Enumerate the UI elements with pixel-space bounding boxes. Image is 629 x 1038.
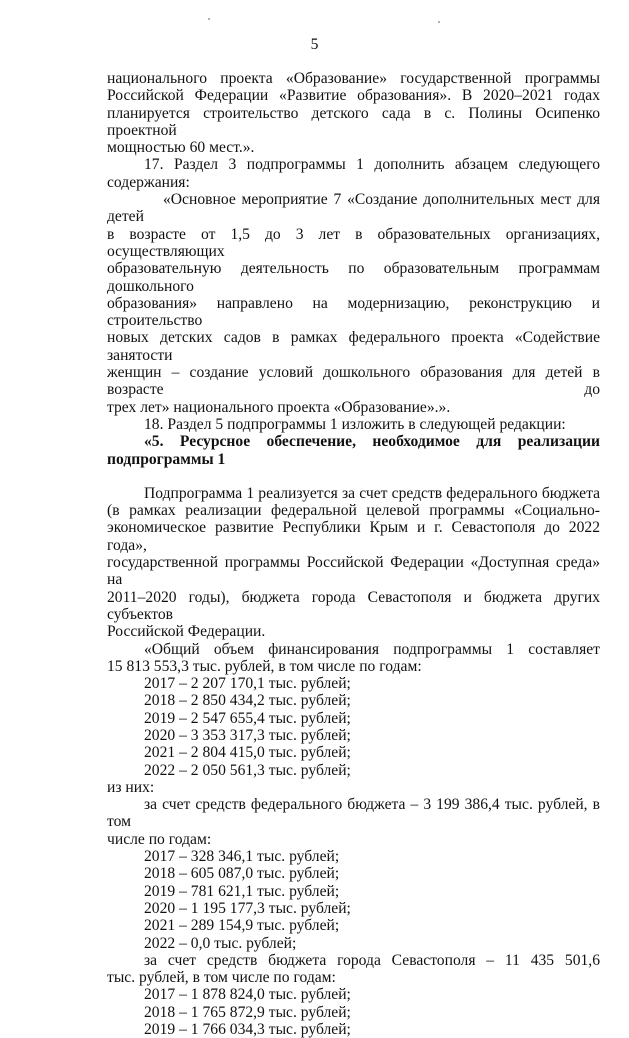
text-line: за счет средств бюджета города Севастополя – 11 435 501,6 xyxy=(144,951,600,969)
funding-year-line: 2021 – 289 154,9 тыс. рублей; xyxy=(144,917,340,935)
funding-year-line: 2022 – 0,0 тыс. рублей; xyxy=(144,934,297,952)
scan-speck xyxy=(208,18,210,20)
section-heading: «5. Ресурсное обеспечение, необходимое для реализации xyxy=(144,433,600,451)
text-line: числе по годам: xyxy=(107,830,212,848)
text-line: женщин – создание условий дошкольного образования для детей в возрасте до xyxy=(107,364,600,399)
funding-year-line: 2017 – 328 346,1 тыс. рублей; xyxy=(144,848,340,866)
funding-year-line: 2018 – 2 850 434,2 тыс. рублей; xyxy=(144,692,351,710)
section-heading: подпрограммы 1 xyxy=(107,450,226,468)
text-line: 17. Раздел 3 подпрограммы 1 дополнить абзацем следующего xyxy=(144,156,600,174)
text-line: «Основное мероприятие 7 «Создание дополнительных мест для детей xyxy=(107,191,600,226)
text-line: трех лет» национального проекта «Образование».». xyxy=(107,398,451,416)
text-line: экономическое развитие Республики Крым и г. Севастополя до 2022 года», xyxy=(107,519,600,554)
text-line: 2011–2020 годы), бюджета города Севастополя и бюджета других субъектов xyxy=(107,588,600,623)
text-line: (в рамках реализации федеральной целевой программы «Социально- xyxy=(107,502,600,520)
text-line: Российской Федерации «Развитие образования». В 2020–2021 годах xyxy=(107,87,600,105)
funding-year-line: 2019 – 1 766 034,3 тыс. рублей; xyxy=(144,1021,351,1038)
document-body xyxy=(107,70,600,1038)
blank-line xyxy=(107,468,600,485)
text-line: за счет средств федерального бюджета – 3 199 386,4 тыс. рублей, в том xyxy=(107,796,600,831)
funding-year-line: 2018 – 1 765 872,9 тыс. рублей; xyxy=(144,1003,351,1021)
text-line: национального проекта «Образование» государственной программы xyxy=(107,70,600,87)
scan-speck xyxy=(438,21,440,23)
text-line: Подпрограмма 1 реализуется за счет средств федерального бюджета xyxy=(144,484,600,502)
text-line: Российской Федерации. xyxy=(107,623,266,641)
page-number: 5 xyxy=(310,36,319,53)
funding-year-line: 2022 – 2 050 561,3 тыс. рублей; xyxy=(144,761,351,779)
funding-year-line: 2017 – 1 878 824,0 тыс. рублей; xyxy=(144,986,351,1004)
funding-year-line: 2020 – 3 353 317,3 тыс. рублей; xyxy=(144,726,351,744)
funding-year-line: 2018 – 605 087,0 тыс. рублей; xyxy=(144,865,340,883)
funding-year-line: 2019 – 2 547 655,4 тыс. рублей; xyxy=(144,709,351,727)
text-line: 15 813 553,3 тыс. рублей, в том числе по годам: xyxy=(107,657,422,675)
text-line: содержания: xyxy=(107,173,190,191)
text-line: мощностью 60 мест.». xyxy=(107,139,255,157)
text-line: образования» направлено на модернизацию, реконструкцию и строительство xyxy=(107,294,600,330)
funding-year-line: 2020 – 1 195 177,3 тыс. рублей; xyxy=(144,899,351,917)
text-line: 18. Раздел 5 подпрограммы 1 изложить в следующей редакции: xyxy=(144,415,566,433)
text-line: «Общий объем финансирования подпрограммы 1 составляет xyxy=(144,640,600,658)
text-line: тыс. рублей, в том числе по годам: xyxy=(107,969,336,987)
text-line: планируется строительство детского сада в с. Полины Осипенко проектной xyxy=(107,104,600,139)
text-line: из них: xyxy=(107,778,155,796)
funding-year-line: 2021 – 2 804 415,0 тыс. рублей; xyxy=(144,744,351,762)
funding-year-line: 2019 – 781 621,1 тыс. рублей; xyxy=(144,882,340,900)
text-line: новых детских садов в рамках федерального проекта «Содействие занятости xyxy=(107,329,600,364)
text-line: в возрасте от 1,5 до 3 лет в образовательных организациях, осуществляющих xyxy=(107,225,600,260)
funding-year-line: 2017 – 2 207 170,1 тыс. рублей; xyxy=(144,675,351,693)
text-line: образовательную деятельность по образовательным программам дошкольного xyxy=(107,260,600,295)
text-line: государственной программы Российской Федерации «Доступная среда» на xyxy=(107,554,600,589)
